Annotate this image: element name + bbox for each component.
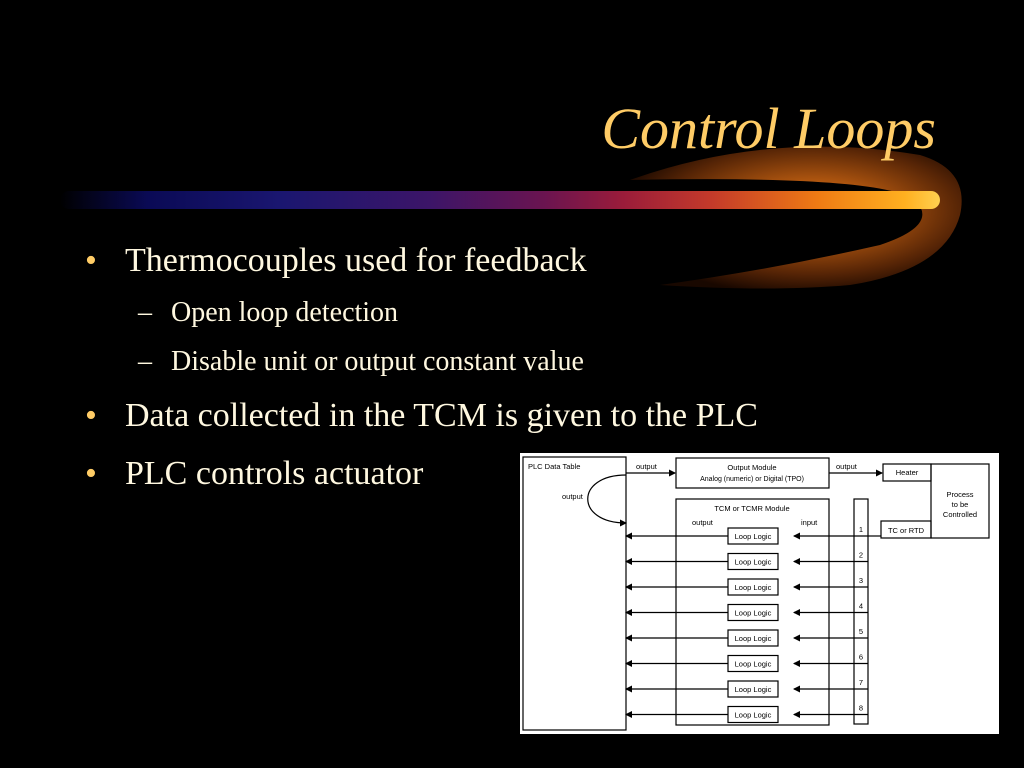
- plc-output-label: output: [636, 462, 657, 471]
- bullet-text: Data collected in the TCM is given to the PLC: [125, 397, 758, 434]
- channel-number: 3: [858, 576, 864, 585]
- dash-marker: –: [138, 297, 152, 328]
- loop-logic-label: Loop Logic: [734, 634, 772, 643]
- channel-number: 2: [858, 550, 864, 560]
- bullet-marker: •: [85, 242, 97, 279]
- loop-logic-label: Loop Logic: [734, 608, 772, 618]
- process-label-line-3: Controlled: [942, 510, 978, 519]
- tcm-module-title: TCM or TCMR Module: [714, 504, 790, 513]
- tc-rtd-label: TC or RTD: [887, 526, 925, 535]
- plc-output-loop-arrow: [588, 475, 626, 523]
- bullet-text: Thermocouples used for feedback: [125, 242, 587, 279]
- bullet-thermocouples: [85, 242, 587, 280]
- bullet-marker: •: [85, 397, 97, 434]
- title-underline-gradient-bar: [60, 191, 940, 209]
- plc-output-loop-label: output: [562, 492, 583, 501]
- channel-number: 8: [858, 703, 864, 713]
- sub-bullet-disable-unit: [138, 346, 584, 378]
- channel-number: 7: [858, 678, 864, 687]
- loop-logic-label: Loop Logic: [734, 532, 772, 541]
- loop-logic-label: Loop Logic: [734, 710, 772, 720]
- loop-logic-label: Loop Logic: [734, 583, 772, 592]
- channel-number: 1: [858, 525, 864, 534]
- bullet-text: Disable unit or output constant value: [171, 346, 584, 377]
- slide-title: Control Loops: [601, 96, 936, 161]
- bullet-data-collected: [85, 397, 758, 435]
- channel-number: 5: [858, 627, 864, 636]
- process-label-line-1: Process: [946, 490, 974, 499]
- loop-logic-label: Loop Logic: [734, 659, 772, 669]
- output-module-title: Output Module: [727, 463, 777, 472]
- bullet-plc-controls: [85, 455, 423, 493]
- control-loop-diagram-svg: [520, 453, 999, 734]
- process-label-line-2: to be: [951, 500, 969, 509]
- loop-logic-label: Loop Logic: [734, 557, 772, 567]
- loop-logic-label: Loop Logic: [734, 685, 772, 694]
- output-module-subtitle: Analog (numeric) or Digital (TPO): [700, 476, 804, 483]
- heater-label: Heater: [895, 468, 919, 477]
- bullet-text: Open loop detection: [171, 297, 399, 328]
- control-loop-diagram: [520, 453, 999, 734]
- module-output-label: output: [836, 462, 857, 471]
- bullet-text: PLC controls actuator: [125, 455, 424, 492]
- bullet-marker: •: [85, 455, 97, 492]
- plc-data-table-label: PLC Data Table: [528, 462, 581, 471]
- tcm-input-label: input: [801, 518, 818, 527]
- dash-marker: –: [138, 346, 152, 377]
- channel-number: 4: [858, 601, 864, 611]
- sub-bullet-open-loop: [138, 297, 398, 329]
- channel-number: 6: [858, 652, 864, 662]
- tcm-output-label: output: [692, 518, 713, 527]
